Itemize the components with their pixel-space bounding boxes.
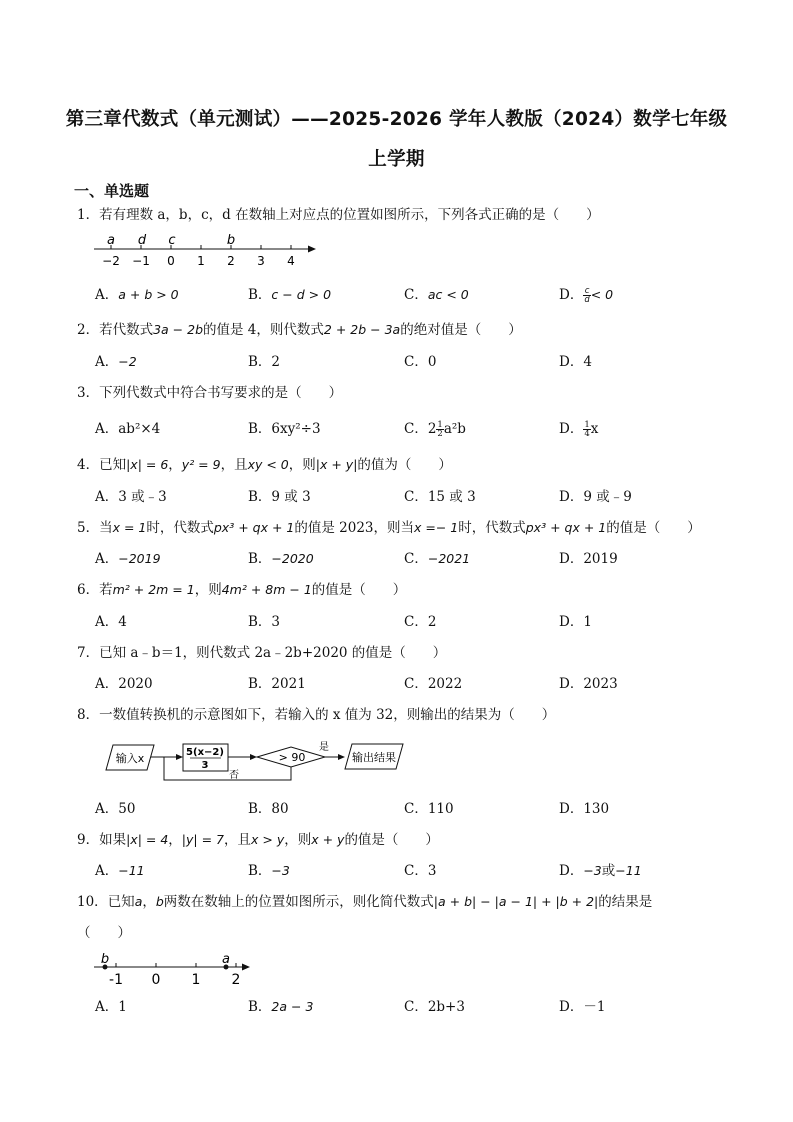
flow-output: 输出结果 — [352, 751, 396, 764]
options-5 — [95, 550, 755, 570]
option-a[interactable]: A．4 — [95, 614, 127, 630]
question-stem: 若有理数 a，b，c，d 在数轴上对应点的位置如图所示，下列各式正确的是（ ） — [99, 207, 600, 223]
flow-no-label: 否 — [229, 770, 239, 781]
option-b[interactable]: B．6xy²÷3 — [248, 421, 321, 437]
question-9: 9．如果|x| = 4，|y| = 7，且x > y，则x + y的值是（ ） — [77, 832, 439, 848]
tick-label: 0 — [151, 972, 161, 988]
option-d[interactable]: D．2023 — [559, 676, 618, 692]
question-7: 7．已知 a﹣b＝1，则代数式 2a﹣2b+2020 的值是（ ） — [77, 645, 447, 661]
option-b[interactable]: B．9 或 3 — [248, 489, 311, 505]
question-4: 4．已知|x| = 6，y² = 9，且xy < 0，则|x + y|的值为（ ） — [77, 457, 452, 473]
option-d[interactable]: D．9 或﹣9 — [559, 489, 632, 505]
option-b[interactable]: B．2021 — [248, 676, 306, 692]
point-label-d: d — [137, 233, 147, 248]
point-label-a: a — [107, 233, 115, 248]
question-8: 8．一数值转换机的示意图如下，若输入的 x 值为 32，则输出的结果为（ ） — [77, 707, 556, 723]
option-b[interactable]: B．2a − 3 — [248, 999, 314, 1015]
option-b[interactable]: B．2 — [248, 354, 281, 370]
question-10: 10．已知a，b两数在数轴上的位置如图所示，则化简代数式|a + b| − |a − 1| + |b + 2|的结果是 — [77, 894, 653, 910]
flow-condition: > 90 — [278, 751, 306, 764]
page-title: 第三章代数式（单元测试）——2025-2026 学年人教版（2024）数学七年级上学期 — [65, 109, 728, 170]
option-c[interactable]: C．15 或 3 — [404, 489, 476, 505]
options-8 — [95, 800, 755, 820]
option-a[interactable]: A．−2019 — [95, 551, 161, 567]
option-c[interactable]: C．−2021 — [404, 551, 471, 567]
option-d[interactable]: D．−3或−11 — [559, 863, 642, 879]
option-c[interactable]: C．2022 — [404, 676, 463, 692]
number-line-figure-1 — [92, 232, 322, 270]
option-c[interactable]: C．2 $\frac{1}{2}$ a²b — [404, 420, 466, 439]
option-c[interactable]: C．2 — [404, 614, 437, 630]
option-b[interactable]: B．c − d > 0 — [248, 287, 332, 303]
options-3 — [95, 420, 755, 440]
tick-label: 2 — [227, 254, 235, 268]
options-2 — [95, 353, 755, 373]
option-d[interactable]: D．1 — [559, 614, 592, 630]
flowchart-figure — [104, 738, 404, 786]
question-number: 1． — [77, 207, 100, 223]
tick-label: 4 — [287, 254, 295, 268]
option-a[interactable]: A．1 — [95, 999, 127, 1015]
option-a[interactable]: A．−11 — [95, 863, 145, 879]
option-c[interactable]: C．3 — [404, 863, 437, 879]
option-b[interactable]: B．−3 — [248, 863, 290, 879]
flow-formula-num: 5(x−2) — [186, 747, 224, 758]
options-4 — [95, 488, 755, 508]
flow-yes-label: 是 — [319, 742, 329, 753]
option-a[interactable]: A．50 — [95, 801, 136, 817]
tick-label: 2 — [231, 972, 241, 988]
question-6: 6．若m² + 2m = 1，则4m² + 8m − 1的值是（ ） — [77, 582, 407, 598]
option-d[interactable]: D．4 — [559, 354, 592, 370]
tick-label: −2 — [102, 254, 120, 268]
section-heading: 一、单选题 — [74, 182, 150, 200]
number-line-figure-2 — [92, 952, 257, 990]
tick-label: 1 — [197, 254, 205, 268]
options-7 — [95, 675, 755, 695]
options-10 — [95, 998, 755, 1018]
flow-formula-den: 3 — [201, 760, 209, 771]
point-label-a: a — [222, 952, 230, 967]
option-d[interactable]: D． $\frac{1}{4}$ x — [559, 420, 599, 439]
tick-label: 0 — [167, 254, 175, 268]
options-6 — [95, 613, 755, 633]
option-a[interactable]: A．a + b > 0 — [95, 287, 179, 303]
tick-label: 1 — [191, 972, 201, 988]
option-a[interactable]: A．−2 — [95, 354, 137, 370]
option-b[interactable]: B．3 — [248, 614, 281, 630]
question-1 — [77, 206, 753, 224]
tick-label: −1 — [132, 254, 150, 268]
option-d[interactable]: D．130 — [559, 801, 610, 817]
options-1 — [95, 286, 755, 306]
option-a[interactable]: A．3 或﹣3 — [95, 489, 167, 505]
tick-label: 3 — [257, 254, 265, 268]
point-label-b: b — [100, 952, 110, 967]
question-2: 2．若代数式3a − 2b的值是 4，则代数式2 + 2b − 3a的绝对值是（ ） — [77, 322, 522, 338]
option-d[interactable]: D．－1 — [559, 999, 606, 1015]
point-label-c: c — [168, 233, 176, 248]
option-d[interactable]: D．2019 — [559, 551, 618, 567]
question-5: 5．当x = 1时，代数式px³ + qx + 1的值是 2023，则当x =− 1时，代数式px³ + qx + 1的值是（ ） — [77, 520, 701, 536]
point-label-b: b — [226, 233, 236, 248]
question-10-paren: （ ） — [77, 925, 131, 941]
option-a[interactable]: A．2020 — [95, 676, 153, 692]
tick-label: -1 — [109, 972, 123, 988]
option-c[interactable]: C．ac < 0 — [404, 287, 469, 303]
option-b[interactable]: B．80 — [248, 801, 289, 817]
option-d[interactable]: D． $\frac{c}{d}$ < 0 — [559, 286, 614, 305]
question-3: 3．下列代数式中符合书写要求的是（ ） — [77, 385, 343, 401]
flow-input: 输入x — [115, 752, 145, 765]
option-c[interactable]: C．0 — [404, 354, 437, 370]
option-b[interactable]: B．−2020 — [248, 551, 314, 567]
options-9 — [95, 862, 755, 882]
option-c[interactable]: C．110 — [404, 801, 454, 817]
option-a[interactable]: A．ab²×4 — [95, 421, 161, 437]
option-c[interactable]: C．2b+3 — [404, 999, 465, 1015]
